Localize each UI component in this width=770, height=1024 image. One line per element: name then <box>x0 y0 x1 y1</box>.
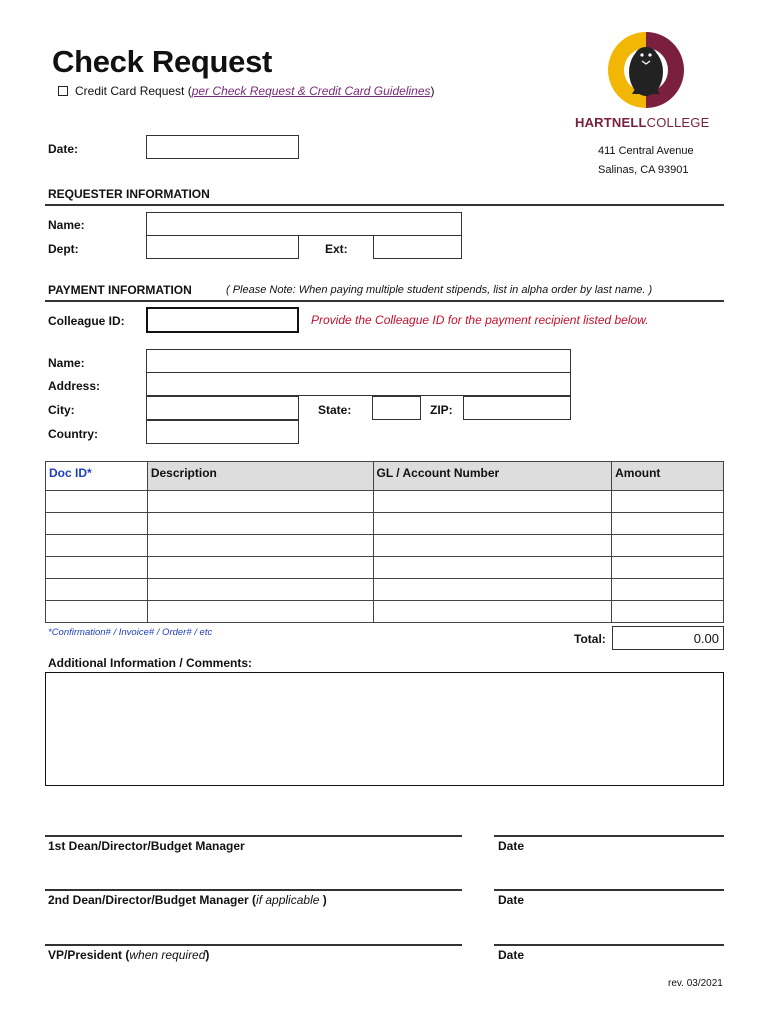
credit-card-label: Credit Card Request ( <box>75 84 192 98</box>
city-label: City: <box>48 403 75 417</box>
ext-label: Ext: <box>325 242 348 256</box>
description-cell[interactable] <box>147 535 373 557</box>
date-field[interactable] <box>146 135 299 159</box>
date-label: Date: <box>48 142 79 156</box>
address-line1: 411 Central Avenue <box>598 145 694 157</box>
credit-card-checkbox[interactable] <box>58 86 68 96</box>
date-line-1 <box>494 835 724 837</box>
doc-id-cell[interactable] <box>46 557 148 579</box>
guidelines-link[interactable]: per Check Request & Credit Card Guidelines <box>191 84 431 98</box>
amount-cell[interactable] <box>612 557 724 579</box>
table-row <box>46 601 724 623</box>
signature-line-2 <box>45 889 462 891</box>
address-label: Address: <box>48 379 101 393</box>
gl-account-cell[interactable] <box>373 491 612 513</box>
description-header: Description <box>147 462 373 491</box>
state-label: State: <box>318 403 352 417</box>
gl-account-cell[interactable] <box>373 557 612 579</box>
requester-divider <box>45 204 724 206</box>
amount-cell[interactable] <box>612 513 724 535</box>
date-label-2: Date <box>498 893 525 907</box>
date-label-1: Date <box>498 839 525 853</box>
address-line2: Salinas, CA 93901 <box>598 164 689 176</box>
page-title: Check Request <box>52 44 273 79</box>
signature-label-2: 2nd Dean/Director/Budget Manager (if applicable ) <box>48 893 327 907</box>
city-field[interactable] <box>146 396 299 420</box>
credit-card-request-row <box>58 84 435 98</box>
description-cell[interactable] <box>147 601 373 623</box>
credit-card-close: ) <box>430 84 435 98</box>
ext-field[interactable] <box>373 235 462 259</box>
table-row <box>46 513 724 535</box>
date-line-2 <box>494 889 724 891</box>
requester-heading: REQUESTER INFORMATION <box>48 187 210 201</box>
table-row <box>46 579 724 601</box>
total-label: Total: <box>574 632 606 646</box>
description-cell[interactable] <box>147 491 373 513</box>
gl-account-cell[interactable] <box>373 601 612 623</box>
signature-line-3 <box>45 944 462 946</box>
date-label-3: Date <box>498 948 525 962</box>
college-name: HARTNELLCOLLEGE <box>575 115 710 130</box>
zip-label: ZIP: <box>430 403 453 417</box>
payee-name-label: Name: <box>48 356 85 370</box>
comments-field[interactable] <box>45 672 724 786</box>
description-cell[interactable] <box>147 557 373 579</box>
gl-account-cell[interactable] <box>373 579 612 601</box>
payment-divider <box>45 300 724 302</box>
doc-id-cell[interactable] <box>46 535 148 557</box>
amount-cell[interactable] <box>612 535 724 557</box>
colleague-id-hint: Provide the Colleague ID for the payment recipient listed below. <box>311 313 649 327</box>
colleague-id-field[interactable] <box>146 307 299 333</box>
payee-name-field[interactable] <box>146 349 571 373</box>
colleague-id-label: Colleague ID: <box>48 314 125 328</box>
line-items-table <box>45 461 724 623</box>
doc-id-cell[interactable] <box>46 513 148 535</box>
doc-id-header: Doc ID* <box>46 462 148 491</box>
description-cell[interactable] <box>147 513 373 535</box>
state-field[interactable] <box>372 396 421 420</box>
amount-cell[interactable] <box>612 579 724 601</box>
doc-id-cell[interactable] <box>46 579 148 601</box>
address-field[interactable] <box>146 372 571 396</box>
date-line-3 <box>494 944 724 946</box>
gl-account-cell[interactable] <box>373 513 612 535</box>
total-value: 0.00 <box>612 626 724 650</box>
signature-label-1: 1st Dean/Director/Budget Manager <box>48 839 245 853</box>
signature-line-1 <box>45 835 462 837</box>
gl-account-cell[interactable] <box>373 535 612 557</box>
country-field[interactable] <box>146 420 299 444</box>
hartnell-panther-logo-icon <box>598 26 694 110</box>
amount-cell[interactable] <box>612 601 724 623</box>
table-header-row <box>46 462 724 491</box>
doc-id-cell[interactable] <box>46 491 148 513</box>
signature-label-3: VP/President (when required) <box>48 948 210 962</box>
table-row <box>46 557 724 579</box>
zip-field[interactable] <box>463 396 571 420</box>
country-label: Country: <box>48 427 98 441</box>
requester-name-label: Name: <box>48 218 85 232</box>
table-row <box>46 491 724 513</box>
payment-heading: PAYMENT INFORMATION <box>48 283 192 297</box>
dept-field[interactable] <box>146 235 299 259</box>
payment-note: ( Please Note: When paying multiple student stipends, list in alpha order by last name. ) <box>226 284 653 296</box>
doc-id-footnote: *Confirmation# / Invoice# / Order# / etc <box>48 627 213 638</box>
amount-header: Amount <box>612 462 724 491</box>
requester-name-field[interactable] <box>146 212 462 236</box>
doc-id-cell[interactable] <box>46 601 148 623</box>
comments-label: Additional Information / Comments: <box>48 656 252 670</box>
amount-cell[interactable] <box>612 491 724 513</box>
revision-note: rev. 03/2021 <box>668 978 723 989</box>
table-row <box>46 535 724 557</box>
description-cell[interactable] <box>147 579 373 601</box>
dept-label: Dept: <box>48 242 79 256</box>
gl-account-header: GL / Account Number <box>373 462 612 491</box>
